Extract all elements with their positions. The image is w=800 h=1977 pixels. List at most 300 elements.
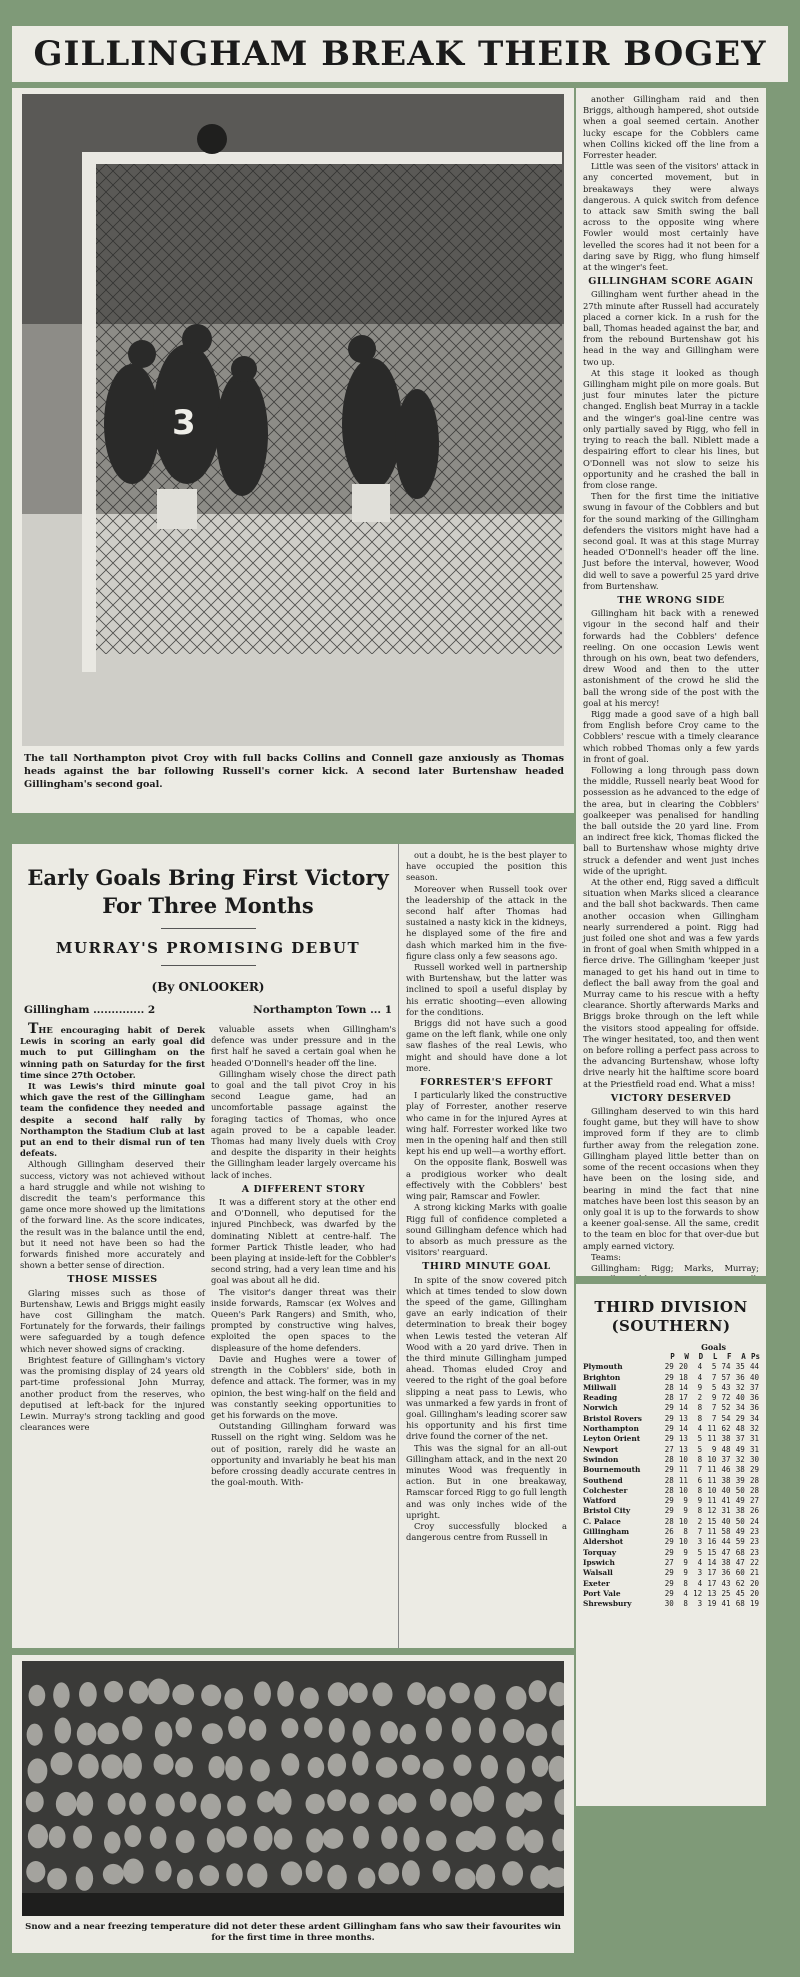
crowd-face	[154, 1754, 174, 1775]
paragraph: At this stage it looked as though Gillingham might pile on more goals. But just four minutes later the picture changed. English beat Murray in a tackle and the winger's goal-line centre was only partially saved by Rigg, who fell in trying to reach the ball. Niblett made a despairing effort to clear his lines, but O'Donnell was not slow to seize his opportunity and he crashed the ball in from close range.	[583, 367, 759, 490]
stat-cell: 9	[683, 1568, 688, 1578]
crowd-face	[281, 1861, 302, 1885]
shirt-number: 3	[172, 403, 196, 443]
team-name: Port Vale	[583, 1588, 621, 1598]
team-name: Northampton	[583, 1424, 639, 1434]
stat-cell: 11	[678, 1475, 688, 1485]
crowd-face	[473, 1786, 494, 1812]
league-table	[582, 1352, 760, 1609]
photo-caption: The tall Northampton pivot Croy with full backs Collins and Connell gaze anxiously as Thomas heads against the bar following Russell's corner kick. A second later Burtenshaw headed Gillingham's second goal.	[24, 753, 564, 790]
stat-cell: 28	[664, 1475, 674, 1485]
paragraph: Russell worked well in partnership with Burtenshaw, but the latter was inclined to spoil a useful display by his erratic shooting—even allowing for the conditions.	[406, 962, 567, 1017]
stat-cell: 34	[749, 1413, 759, 1423]
crowd-face	[453, 1755, 471, 1776]
crowd-face	[304, 1717, 322, 1738]
stat-cell: 14	[678, 1424, 688, 1434]
stat-cell: 49	[735, 1496, 745, 1506]
match-result	[24, 1004, 392, 1016]
paragraph: Gillingham wisely chose the direct path to goal and the tall pivot Croy in his second League game, had an uncomfortable passage against the foraging tactics of Thomas, who once again proved to be a capable leader. Thomas had many lively duels with Croy and despite the disparity in their heights the Gillingham leader largely overcame his lack of inches.	[211, 1068, 396, 1180]
crowd-face	[426, 1718, 442, 1742]
crowd-face	[507, 1826, 525, 1851]
stat-cell: 11	[678, 1465, 688, 1475]
column-header: W	[684, 1352, 689, 1361]
table-row	[582, 1455, 760, 1465]
crowd-face	[456, 1831, 478, 1852]
third-minute-section	[406, 1275, 567, 1544]
section-heading: VICTORY DESERVED	[610, 1092, 732, 1104]
column-header	[582, 1352, 661, 1362]
crowd-face	[155, 1721, 172, 1746]
column-2-body	[211, 1024, 396, 1181]
stat-cell: 36	[735, 1372, 745, 1382]
stat-cell: 4	[697, 1372, 703, 1382]
stat-cell: 38	[735, 1465, 745, 1475]
team-name: C. Palace	[583, 1516, 621, 1526]
team-name: Colchester	[583, 1485, 628, 1495]
crowd-face	[55, 1718, 72, 1744]
table-row	[582, 1496, 760, 1506]
stat-cell: 37	[749, 1382, 759, 1392]
team-name: Swindon	[583, 1454, 619, 1464]
table-row	[582, 1476, 760, 1486]
stat-cell: 37	[735, 1434, 745, 1444]
stat-cell: 62	[735, 1578, 745, 1588]
match-report-article	[12, 844, 574, 1648]
paragraph: Gillingham deserved to win this hard fought game, but they will have to show improved form if they are to climb further away from the relegation zone. Gillingham played little better than on some of the recent occasions when they have been on the losing side, and bearing in mind the fact that nine matches have been lost this season by an only goal it is up to the forwards to show a keener goal-sense. All the same, credit to the team en bloc for that over-due but amply earned victory.	[583, 1106, 759, 1251]
paragraph: On the opposite flank, Boswell was a prodigious worker who dealt effectively with the Cobblers' best wing pair, Ramscar and Fowler.	[406, 1157, 567, 1202]
stat-cell: 10	[707, 1485, 717, 1495]
team-name: Plymouth	[583, 1362, 623, 1372]
section-heading: A DIFFERENT STORY	[241, 1183, 366, 1195]
crowd-face	[26, 1791, 44, 1812]
crowd-face	[228, 1716, 246, 1739]
stat-cell: 17	[678, 1393, 688, 1403]
stat-cell: 13	[678, 1434, 688, 1444]
section-heading: THOSE MISSES	[67, 1274, 158, 1286]
crowd-face	[407, 1682, 426, 1705]
crowd-face	[532, 1756, 549, 1777]
stat-cell: 7	[697, 1527, 703, 1537]
stat-cell: 8	[697, 1454, 703, 1464]
table-header-row	[582, 1352, 760, 1362]
stat-cell: 36	[749, 1403, 759, 1413]
crowd-face	[455, 1868, 476, 1889]
stat-cell: 29	[664, 1506, 674, 1516]
column-header: D	[698, 1352, 704, 1361]
crowd-face	[502, 1861, 523, 1886]
stat-cell: 29	[664, 1372, 674, 1382]
stat-cell: 38	[721, 1434, 731, 1444]
stat-cell: 11	[707, 1496, 717, 1506]
stat-cell: 9	[697, 1496, 703, 1506]
table-row	[582, 1373, 760, 1383]
crowd-face	[79, 1682, 97, 1707]
crowd-face	[124, 1825, 141, 1847]
stat-cell: 13	[678, 1444, 688, 1454]
stat-cell: 29	[664, 1537, 674, 1547]
table-title-line2: (SOUTHERN)	[611, 1317, 731, 1335]
crowd-face	[129, 1681, 148, 1704]
team-name: Bournemouth	[583, 1465, 641, 1475]
stat-cell: 72	[721, 1393, 731, 1403]
crowd-face	[207, 1828, 225, 1852]
stat-cell: 11	[707, 1424, 717, 1434]
crowd-face	[273, 1789, 291, 1815]
team-name: Shrewsbury	[583, 1599, 632, 1609]
stat-cell: 7	[711, 1403, 717, 1413]
stat-cell: 29	[664, 1362, 674, 1372]
paragraph: Moreover when Russell took over the leadership of the attack in the second half after Thomas had sustained a nasty kick in the kidneys, he displayed some of the fire and dash which marked him in the five-figure class only a few seasons ago.	[406, 883, 567, 961]
stat-cell: 62	[721, 1424, 731, 1434]
home-score: Gillingham .............. 2	[24, 1004, 156, 1016]
stat-cell: 43	[721, 1578, 731, 1588]
gillingham-team: Gillingham: Rigg; Marks, Murray;	[591, 1262, 759, 1273]
crowd-face	[103, 1864, 124, 1885]
stat-cell: 44	[721, 1537, 731, 1547]
table-row	[582, 1403, 760, 1413]
stat-cell: 17	[707, 1568, 717, 1578]
stat-cell: 3	[697, 1537, 703, 1547]
stat-cell: 27	[664, 1444, 674, 1454]
table-row	[582, 1589, 760, 1599]
paragraph: At the other end, Rigg saved a difficult situation when Marks sliced a clearance and the ball shot backwards. Then came another occasion when Gillingham nearly surrendered a point. Rigg had just foiled one shot and was a few yards in front of goal when Smith whipped in a fierce drive. The Gillingham 'keeper just managed to get his hand out in time to deflect the ball away from the goal and Murray came to his rescue with a hefty clearance. Shortly afterwards Marks and Briggs broke through on the left while the visitors stood appealing for offside. The winger hesitated, too, and then went on before rolling a perfect pass across to the advancing Burtenshaw, whose lofty drive nearly hit the halftime score board at the Priestfield road end. What a miss!	[583, 877, 759, 1089]
table-row	[582, 1445, 760, 1455]
crowd-face	[201, 1794, 222, 1820]
league-table-panel	[576, 1284, 766, 1806]
stat-cell: 30	[749, 1454, 759, 1464]
crowd-face	[76, 1866, 93, 1890]
crowd-face	[28, 1758, 48, 1783]
crowd-face	[358, 1868, 375, 1889]
crowd-face	[50, 1752, 72, 1775]
divider	[161, 928, 256, 929]
crowd-face	[172, 1684, 194, 1705]
stat-cell: 45	[735, 1588, 745, 1598]
stat-cell: 14	[707, 1557, 717, 1567]
stat-cell: 26	[664, 1527, 674, 1537]
article-title-line1: Early Goals Bring First Victory	[27, 865, 389, 890]
stat-cell: 10	[678, 1454, 688, 1464]
table-row	[582, 1579, 760, 1589]
crowd-face	[122, 1716, 142, 1740]
team-name: Bristol Rovers	[583, 1413, 642, 1423]
crowd-photo-image	[22, 1661, 564, 1916]
table-row	[582, 1527, 760, 1537]
stat-cell: 31	[749, 1444, 759, 1454]
team-name: Gillingham	[583, 1527, 630, 1537]
crowd-face	[433, 1860, 451, 1882]
stat-cell: 29	[664, 1413, 674, 1423]
section-heading: THE WRONG SIDE	[617, 594, 725, 606]
victory-section	[583, 1106, 759, 1252]
stat-cell: 2	[697, 1393, 703, 1403]
crowd-face	[481, 1755, 498, 1779]
stat-cell: 9	[711, 1444, 717, 1454]
table-row	[582, 1414, 760, 1424]
article-column-2	[211, 1024, 396, 1488]
crowd-face	[329, 1718, 345, 1743]
paragraph: Then for the first time the initiative swung in favour of the Cobblers and but for the sound marking of the Gillingham defenders the visitors might have had a second goal. It was at this stage Murray headed O'Donnell's header off the line. Just before the interval, however, Wood did well to save a powerful 25 yard drive from Burtenshaw.	[583, 491, 759, 591]
stat-cell: 31	[721, 1506, 731, 1516]
crowd-face	[208, 1756, 224, 1778]
stat-cell: 34	[735, 1403, 745, 1413]
crowd-face	[529, 1680, 547, 1702]
team-name: Aldershot	[583, 1537, 624, 1547]
stat-cell: 11	[707, 1527, 717, 1537]
crowd-face	[426, 1830, 447, 1851]
stat-cell: 8	[683, 1578, 688, 1588]
paragraph: I particularly liked the constructive play of Forrester, another reserve who came in for the injured Ayres at wing half. Forrester worked like two men in the opening half and then still kept his end up well—a worthy effort.	[406, 1090, 567, 1157]
stat-cell: 29	[664, 1578, 674, 1588]
effort-section	[406, 1090, 567, 1258]
crowd-face	[350, 1793, 369, 1814]
headline-banner	[12, 26, 788, 82]
article-subtitle: MURRAY'S PROMISING DEBUT	[55, 939, 361, 957]
article-column-3	[398, 844, 574, 1648]
stat-cell: 39	[735, 1475, 745, 1485]
stat-cell: 4	[697, 1424, 703, 1434]
stat-cell: 9	[683, 1557, 688, 1567]
stat-cell: 32	[735, 1454, 745, 1464]
crowd-face	[73, 1825, 92, 1848]
stat-cell: 32	[735, 1382, 745, 1392]
stat-cell: 9	[697, 1382, 703, 1392]
crowd-face	[306, 1828, 323, 1852]
stat-cell: 8	[697, 1413, 703, 1423]
table-row	[582, 1568, 760, 1578]
article-title-line2: For Three Months	[102, 893, 314, 918]
crowd-face	[402, 1755, 420, 1775]
stat-cell: 11	[707, 1434, 717, 1444]
stat-cell: 32	[749, 1424, 759, 1434]
stat-cell: 20	[749, 1588, 759, 1598]
crowd-face	[129, 1792, 146, 1814]
paragraph: Following a long through pass down the middle, Russell nearly beat Wood for possession as he advanced to the edge of the area, but in clearing the Cobblers' goalkeeper was penalised for handling the ball outside the 20 yard line. From an indirect free kick, Thomas flicked the ball to Burtenshaw whose mighty drive struck a defender and went just inches wide of the upright.	[583, 764, 759, 876]
stat-cell: 2	[697, 1516, 703, 1526]
stat-cell: 23	[749, 1537, 759, 1547]
team-name: Ipswich	[583, 1557, 615, 1567]
crowd-face	[226, 1863, 243, 1886]
stat-cell: 25	[721, 1588, 731, 1598]
paragraph: another Gillingham raid and then Briggs, although hampered, shot outside when a goal seemed certain. Another lucky escape for the Cobblers came when Collins kicked off the line from a Forrester header.	[583, 94, 759, 161]
stat-cell: 43	[721, 1382, 731, 1392]
stat-cell: 29	[664, 1568, 674, 1578]
team-name: Southend	[583, 1475, 623, 1485]
lead-paragraph	[20, 1021, 205, 1081]
team-name: Walsall	[583, 1568, 613, 1578]
crowd-face	[225, 1756, 242, 1780]
stat-cell: 38	[735, 1506, 745, 1516]
crowd-face	[372, 1682, 392, 1706]
crowd-face	[104, 1831, 121, 1853]
crowd-face	[277, 1681, 293, 1707]
stat-cell: 4	[683, 1588, 688, 1598]
stat-cell: 20	[678, 1362, 688, 1372]
stat-cell: 50	[735, 1485, 745, 1495]
stat-cell: 5	[697, 1444, 703, 1454]
crowd-face	[403, 1827, 419, 1852]
stat-cell: 12	[693, 1588, 703, 1598]
paragraph: Rigg made a good save of a high ball from English before Croy came to the Cobblers' rescue with a timely clearance which robbed Thomas only a few yards in front of goal.	[583, 708, 759, 764]
crowd-face	[150, 1826, 167, 1848]
stat-cell: 8	[697, 1485, 703, 1495]
crowd-face	[323, 1828, 344, 1848]
stat-cell: 52	[721, 1403, 731, 1413]
table-row	[582, 1548, 760, 1558]
crowd-face	[224, 1688, 243, 1709]
column-3-body	[406, 850, 567, 1074]
crowd-face	[199, 1865, 219, 1886]
stat-cell: 7	[697, 1465, 703, 1475]
teams-label: Teams:	[591, 1251, 621, 1262]
crowd-face	[148, 1678, 170, 1704]
table-row	[582, 1517, 760, 1527]
crowd-face	[180, 1792, 197, 1813]
table-row	[582, 1362, 760, 1372]
crowd-face	[108, 1793, 126, 1815]
stat-cell: 27	[664, 1557, 674, 1567]
stat-cell: 35	[735, 1362, 745, 1372]
crowd-face	[402, 1860, 420, 1886]
team-name: Torquay	[583, 1547, 617, 1557]
paragraph: Gillingham went further ahead in the 27th minute after Russell had accurately placed a corner kick. In a rush for the ball, Thomas headed against the bar, and from the rebound Burtenshaw got his head in the way and Gillingham were two up.	[583, 289, 759, 367]
stat-cell: 29	[664, 1588, 674, 1598]
stat-cell: 30	[664, 1599, 674, 1609]
crowd-face	[202, 1723, 223, 1744]
crowd-face	[452, 1717, 471, 1742]
report-intro	[583, 94, 759, 273]
crowd-face	[449, 1682, 469, 1703]
crowd-face	[98, 1723, 119, 1745]
stat-cell: 29	[664, 1496, 674, 1506]
crowd-face	[101, 1754, 122, 1778]
wrong-side-section	[583, 608, 759, 1090]
drop-cap: T	[28, 1021, 39, 1037]
byline: (By ONLOOKER)	[151, 980, 265, 994]
paragraph: Gillingham hit back with a renewed vigour in the second half and their forwards had the Cobblers' defence reeling. On one occasion Lewis went through on his own, beat two defenders, drew Wood and then to the utter astonishment of the crowd he slid the ball the wrong side of the post with the goal at his mercy!	[583, 608, 759, 708]
stat-cell: 27	[749, 1496, 759, 1506]
crowd-face	[177, 1869, 193, 1889]
crowd-face	[353, 1720, 371, 1746]
stat-cell: 10	[678, 1485, 688, 1495]
crowd-face	[328, 1682, 349, 1706]
crowd-face	[506, 1792, 525, 1817]
crowd-face	[76, 1792, 93, 1816]
crowd-face	[522, 1791, 542, 1811]
crowd-face	[175, 1717, 191, 1737]
stat-cell: 9	[683, 1547, 688, 1557]
crowd-face	[77, 1723, 97, 1746]
stat-cell: 7	[711, 1413, 717, 1423]
team-name: Brighton	[583, 1372, 621, 1382]
stat-cell: 24	[749, 1516, 759, 1526]
stat-cell: 11	[707, 1475, 717, 1485]
paragraph: Glaring misses such as those of Burtenshaw, Lewis and Briggs might easily have cost Gillingham the match. Fortunately for the forwards, their failings were safeguarded by a tough defence which never showed signs of cracking.	[20, 1287, 205, 1354]
table-row	[582, 1434, 760, 1444]
crowd-face	[378, 1794, 397, 1815]
team-name: Watford	[583, 1496, 617, 1506]
stat-cell: 46	[721, 1465, 731, 1475]
match-photo-panel	[12, 88, 574, 813]
stat-cell: 19	[749, 1599, 759, 1609]
stat-cell: 7	[711, 1372, 717, 1382]
stat-cell: 5	[697, 1547, 703, 1557]
crowd-face	[47, 1868, 67, 1889]
fans-photo	[22, 1661, 564, 1916]
stat-cell: 40	[749, 1372, 759, 1382]
fans-photo-panel	[12, 1655, 574, 1953]
stat-cell: 20	[749, 1578, 759, 1588]
article-columns	[20, 1021, 396, 1488]
crowd-face	[53, 1682, 69, 1707]
crowd-face	[175, 1757, 193, 1777]
crowd-face	[474, 1684, 495, 1710]
crowd-face	[226, 1826, 247, 1848]
stat-cell: 47	[735, 1557, 745, 1567]
stat-cell: 13	[678, 1413, 688, 1423]
crowd-face	[26, 1861, 45, 1882]
crowd-face	[249, 1719, 266, 1741]
stat-cell: 48	[735, 1424, 745, 1434]
crowd-face	[506, 1686, 526, 1710]
stat-cell: 29	[664, 1465, 674, 1475]
stat-cell: 4	[697, 1557, 703, 1567]
crowd-face	[156, 1793, 175, 1816]
stat-cell: 15	[707, 1547, 717, 1557]
crowd-face	[104, 1681, 123, 1702]
crowd-face	[349, 1683, 368, 1704]
stat-cell: 40	[721, 1516, 731, 1526]
goals-label: Goals	[701, 1342, 726, 1352]
stat-cell: 37	[721, 1454, 731, 1464]
crowd-face	[398, 1793, 417, 1813]
column-header: Ps	[750, 1352, 760, 1361]
stat-cell: 10	[707, 1454, 717, 1464]
stat-cell: 29	[664, 1403, 674, 1413]
crowd-face	[327, 1865, 346, 1890]
paragraph: In spite of the snow covered pitch which at times tended to slow down the speed of the game, Gillingham gave an early indication of their determination to break their bogey when Lewis tested the veteran Alf Wood with a 20 yard drive. Then in the third minute Gillingham jumped ahead. Thomas eluded Croy and veered to the right of the goal before slipping a neat pass to Lewis, who was unmarked a few yards in front of goal. Gillingham's leading scorer saw his opportunity and his first time drive found the corner of the net.	[406, 1274, 567, 1442]
article-title	[20, 864, 396, 920]
stat-cell: 9	[683, 1496, 688, 1506]
divider	[161, 965, 256, 966]
story-section	[211, 1197, 396, 1488]
column-header: A	[741, 1352, 746, 1361]
paragraph: Although Gillingham deserved their success, victory was not achieved without a hard struggle and while not wishing to discredit the team's performance this game once more showed up the limitations of the forward line. As the score indicates, the result was in the balance until the end, but it need not have been so had the forwards finished more accurately and shown a better sense of direction.	[20, 1159, 205, 1271]
stat-cell: 14	[678, 1403, 688, 1413]
stat-cell: 3	[697, 1599, 703, 1609]
crowd-face	[400, 1724, 416, 1744]
league-table-title	[582, 1298, 760, 1336]
stat-cell: 40	[721, 1485, 731, 1495]
stat-cell: 36	[721, 1568, 731, 1578]
stat-cell: 13	[707, 1588, 717, 1598]
crowd-face	[352, 1751, 368, 1775]
crowd-face	[308, 1757, 325, 1778]
table-body	[582, 1362, 760, 1609]
crowd-face	[250, 1759, 270, 1781]
stat-cell: 29	[664, 1547, 674, 1557]
score-section	[583, 289, 759, 591]
column-header: L	[712, 1352, 718, 1361]
crowd-face	[427, 1686, 446, 1709]
table-row	[582, 1558, 760, 1568]
stat-cell: 54	[721, 1413, 731, 1423]
stat-cell: 17	[707, 1578, 717, 1588]
crowd-face	[247, 1863, 267, 1887]
stat-cell: 10	[678, 1516, 688, 1526]
crowd-face	[274, 1828, 293, 1849]
paragraph: Briggs did not have such a good game on the left flank, while one only saw flashes of the real Lewis, who might and should have done a lot more.	[406, 1018, 567, 1073]
